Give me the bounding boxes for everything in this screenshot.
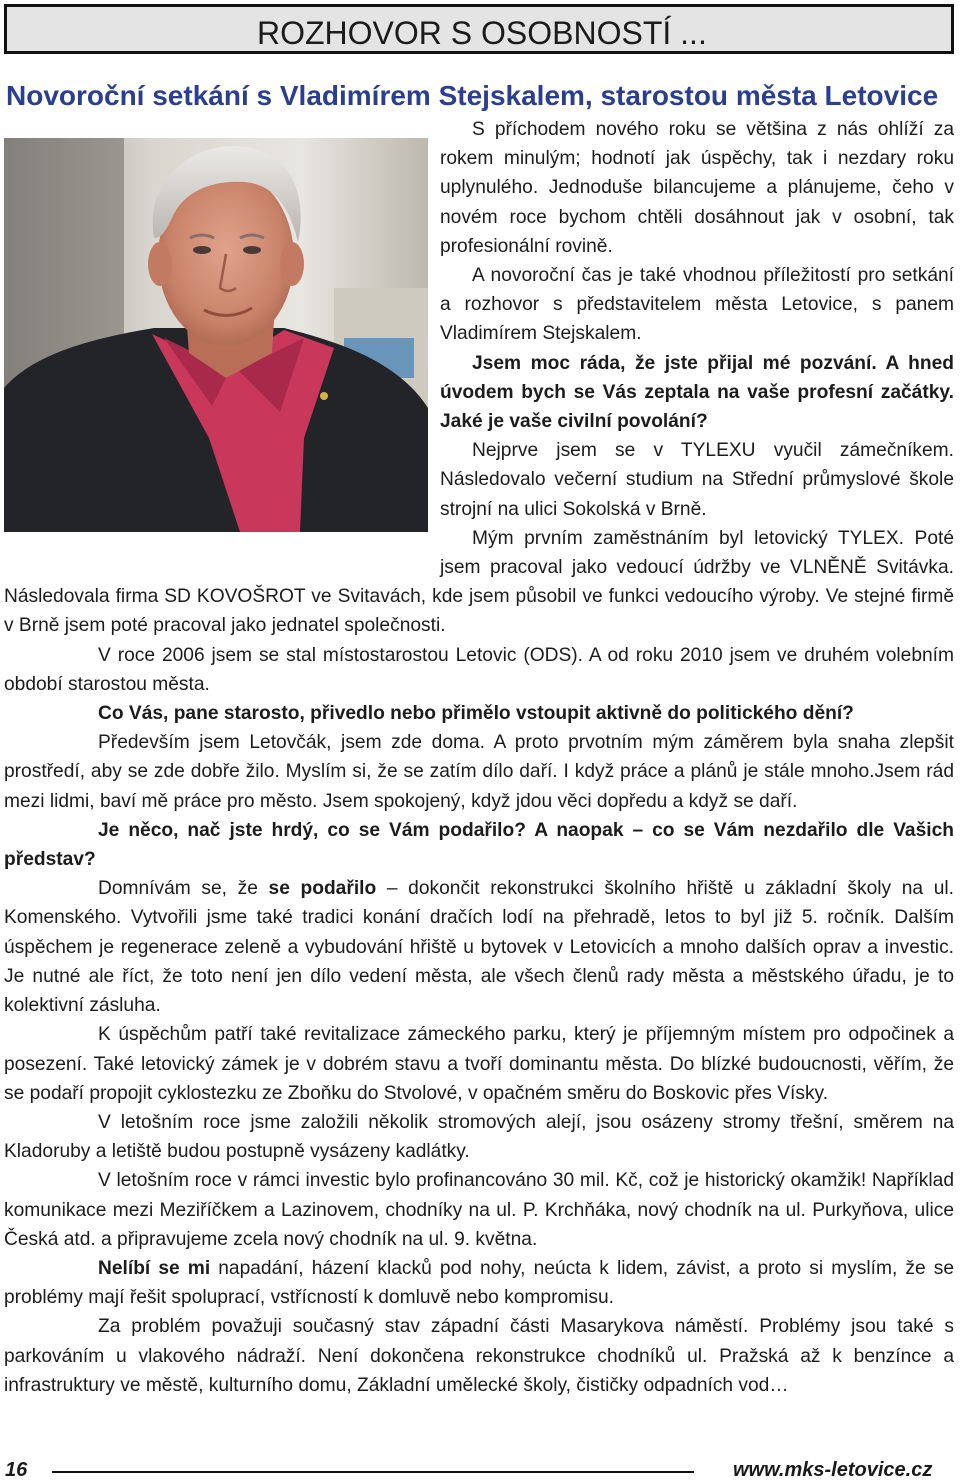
answer-1: Nejprve jsem se v TYLEXU vyučil zámečníkem. Následovalo večerní studium na Střední průmyslové škole strojní na ulici Sokolská v Brně. (440, 440, 954, 520)
section-title: ROZHOVOR S OSOBNOSTÍ ... (257, 15, 707, 51)
answer-3-problems: Za problém považuji současný stav západní části Masarykova náměstí. Problémy jsou také s parkováním u vlakového nádraží. Není dokončena rekonstrukce chodníků ul. Pražská až k benzínce a infrastruktury ve městě, kulturního domu, Základní umělecké školy, čističky odpadních vod… (4, 1316, 954, 1396)
photo-float-spacer (4, 115, 440, 565)
section-header-box (4, 4, 954, 54)
question-1: Jsem moc ráda, že jste přijal mé pozvání. A hned úvodem bych se Vás zeptala na vaše profesní začátky. Jaké je vaše civilní povolání? (440, 352, 954, 433)
answer-2: Především jsem Letovčák, jsem zde doma. A proto prvotním mým záměrem byla snaha zlepšit prostředí, aby se zde dobře žilo. Myslím si, že se zatím dílo daří. I když práce a plánů je stále mnoho.Jsem rád mezi lidmi, baví mě práce pro město. Jsem spokojený, když jdou věci dopředu a když se daří. (4, 732, 954, 812)
article-body (4, 115, 954, 1400)
page-number: 16 (5, 1459, 28, 1481)
answer-3-dislike (4, 1254, 954, 1312)
answer-3 (4, 874, 954, 1020)
answer-1-politics: V roce 2006 jsem se stal místostarostou Letovic (ODS). A od roku 2010 jsem ve druhém volebním období starostou města. (4, 644, 954, 695)
intro-paragraph: S příchodem nového roku se většina z nás ohlíží za rokem minulým; hodnotí jak úspěchy, tak i nezdary roku uplynulého. Jednoduše bilancujeme a plánujeme, čeho v novém roce bychom chtěli dosáhnout jak v osobní, tak profesionální rovině. (440, 119, 954, 257)
answer-3-rest: – dokončit rekonstrukci školního hřiště u základní školy na ul. Komenského. Vytvořili jsme také tradici konání dračích lodí na přehradě, letos to byl již 5. ročník. Dalším úspěchem je regenerace zeleně a vybudování hřiště u bytovek v Letovicích a mnoho dalších oprav a investic. Je nutné ale říct, že toto není jen dílo vedení města, ale všech členů rady města a městského úřadu, je to kolektivní zásluha. (4, 878, 955, 1017)
intro-paragraph-2: A novoroční čas je také vhodnou příležitostí pro setkání a rozhovor s představitelem města Letovice, s panem Vladimírem Stejskalem. (440, 265, 954, 345)
answer-3-trees: V letošním roce jsme založili několik stromových alejí, jsou osázeny stromy třešní, směrem na Kladoruby a letiště budou postupně vysázeny kadlátky. (4, 1111, 954, 1163)
answer-1-continued: Mým prvním zaměstnáním byl letovický TYLEX. Poté jsem pracoval jako vedoucí údržby ve VLNĚNĚ Svitávka. Následovala firma SD KOVOŠROT ve Svitavách, kde jsem působil ve funkci vedoucího výroby. Ve stejné firmě v Brně jsem poté pracoval jako jednatel společnosti. (4, 527, 954, 637)
footer-rule (52, 1471, 694, 1473)
dislike-rest: napadání, házení klacků pod nohy, neúcta k lidem, závist, a proto si myslím, že se problémy mají řešit spoluprací, vstřícností k domluvě nebo kompromisu. (4, 1257, 954, 1309)
dislike-emphasis: Nelíbí se mi (98, 1257, 211, 1279)
answer-3-emphasis: se podařilo (268, 878, 377, 900)
question-2: Co Vás, pane starosto, přivedlo nebo přimělo vstoupit aktivně do politického dění? (98, 703, 854, 725)
answer-3-lead: Domnívám se, že (98, 878, 269, 900)
article-title: Novoroční setkání s Vladimírem Stejskalem, starostou města Letovice (6, 80, 939, 111)
question-3: Je něco, nač jste hrdý, co se Vám podařilo? A naopak – co se Vám nezdařilo dle Vašich představ? (4, 819, 954, 871)
answer-3-park: K úspěchům patří také revitalizace zámeckého parku, který je příjemným místem pro odpočinek a posezení. Také letovický zámek je v dobrém stavu a tvoří dominantu města. Do blízké budoucnosti, věřím, že se podaří propojit cyklostezku ze Zboňku do Stvolové, v opačném směru do Boskovic přes Vísky. (4, 1024, 954, 1104)
footer-website: www.mks-letovice.cz (733, 1459, 933, 1481)
answer-3-investments: V letošním roce v rámci investic bylo profinancováno 30 mil. Kč, což je historický okamžik! Například komunikace mezi Meziříčkem a Lazinovem, chodníky na ul. P. Krchňáka, nový chodník na ul. Purkyňova, ulice Česká atd. a připravujeme zcela nový chodník na ul. 9. května. (4, 1170, 954, 1250)
